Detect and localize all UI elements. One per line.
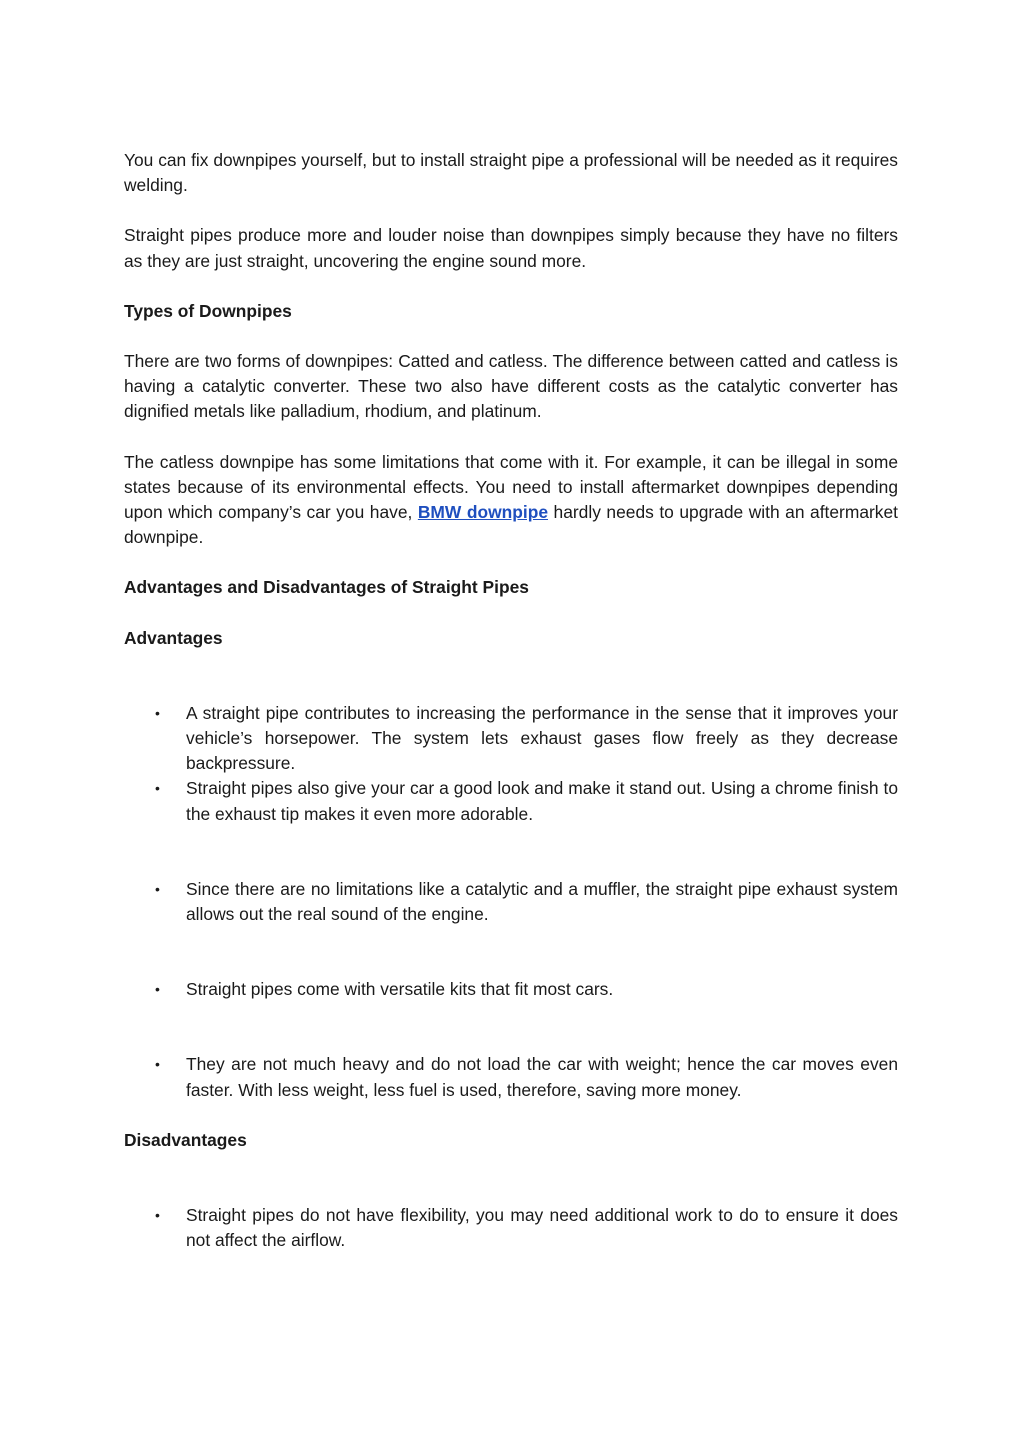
list-item-text: Straight pipes come with versatile kits that fit most cars. <box>186 979 614 1000</box>
bullet-icon: • <box>155 1207 160 1224</box>
disadvantages-list <box>124 1203 898 1253</box>
paragraph-fix-downpipes: You can fix downpipes yourself, but to install straight pipe a professional will be needed as it requires welding. <box>124 150 898 196</box>
paragraph-catless-text-2: hardly needs to upgrade with an aftermarket downpipe. <box>124 502 898 548</box>
list-item-text: Since there are no limitations like a catalytic and a muffler, the straight pipe exhaust system allows out the real sound of the engine. <box>186 878 898 925</box>
advantages-list-4 <box>124 1052 898 1102</box>
spacer <box>124 1002 898 1052</box>
bullet-icon: • <box>155 1056 160 1073</box>
heading-advantages: Advantages <box>124 627 223 648</box>
bmw-downpipe-link[interactable]: BMW downpipe <box>417 502 549 523</box>
bullet-icon: • <box>155 880 160 897</box>
advantages-list-3 <box>124 977 898 1002</box>
paragraph-catless <box>124 450 898 551</box>
spacer <box>124 827 898 877</box>
paragraph-catless-text-1: The catless downpipe has some limitations that come with it. For example, it can be illegal in some states because of its environmental effects. You need to install aftermarket downpipes depending upon which company’s car you have, <box>124 451 898 523</box>
list-item-text: A straight pipe contributes to increasing the performance in the sense that it improves your vehicle’s horsepower. The system lets exhaust gases flow freely as they decrease backpressure. <box>186 702 898 774</box>
heading-disadvantages: Disadvantages <box>124 1129 247 1150</box>
list-item-text: Straight pipes also give your car a good look and make it stand out. Using a chrome finish to the exhaust tip makes it even more adorable. <box>186 778 898 824</box>
list-item <box>124 776 898 826</box>
list-item-text: They are not much heavy and do not load the car with weight; hence the car moves even faster. With less weight, less fuel is used, therefore, saving more money. <box>186 1054 898 1100</box>
paragraph-forms: There are two forms of downpipes: Catted and catless. The difference between catted and catless is having a catalytic converter. These two also have different costs as the catalytic converter has dignified metals like palladium, rhodium, and platinum. <box>124 351 898 422</box>
paragraph-noise: Straight pipes produce more and louder noise than downpipes simply because they have no filters as they are just straight, uncovering the engine sound more. <box>124 225 898 271</box>
spacer <box>124 927 898 977</box>
spacer <box>124 1153 898 1203</box>
bullet-icon: • <box>155 780 160 797</box>
spacer <box>124 651 898 701</box>
list-item <box>124 977 898 1002</box>
list-item <box>124 1203 898 1253</box>
bullet-icon: • <box>155 704 160 721</box>
list-item <box>124 1052 898 1102</box>
spacer <box>124 1103 898 1128</box>
heading-types-of-downpipes: Types of Downpipes <box>124 300 292 321</box>
advantages-list <box>124 701 898 827</box>
advantages-list-2 <box>124 877 898 927</box>
list-item <box>124 701 898 777</box>
list-item <box>124 877 898 927</box>
list-item-text: Straight pipes do not have flexibility, you may need additional work to do to ensure it does not affect the airflow. <box>186 1205 898 1251</box>
document-page <box>124 148 898 1253</box>
heading-adv-disadv: Advantages and Disadvantages of Straight Pipes <box>124 577 529 598</box>
bullet-icon: • <box>155 981 160 998</box>
